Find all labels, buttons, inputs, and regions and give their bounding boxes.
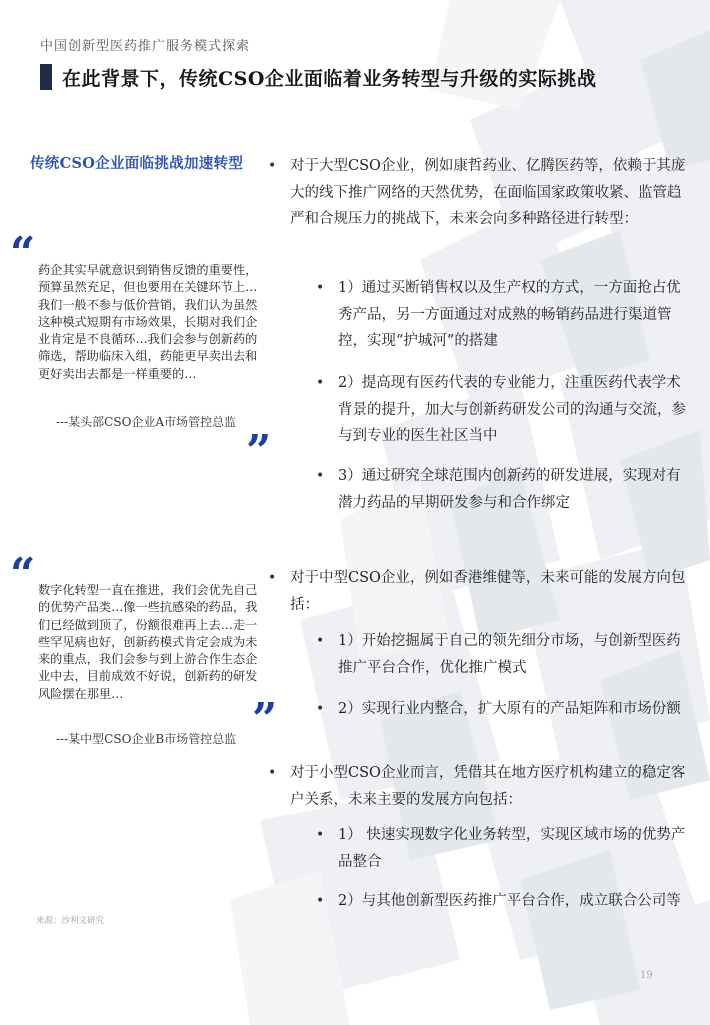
sub-bullet <box>316 275 690 355</box>
quote-text-1: 药企其实早就意识到销售反馈的重要性，预算虽然充足，但也要用在关键环节上…我们一般不参与低价营销，我们认为虽然这种模式短期有市场效果，长期对我们企业肯定是不良循环…我们会参与创新药的筛选，帮助临床入组，药能更早卖出去和更好卖出去都是一样重要的… <box>38 263 258 381</box>
sub-bullet <box>316 696 690 723</box>
sub-bullet <box>316 370 690 450</box>
title-accent-bar <box>40 64 52 90</box>
bullet-large-cso <box>268 153 690 233</box>
quote-open-icon: “ <box>10 549 36 600</box>
bullet-text: 对于大型CSO企业，例如康哲药业、亿腾医药等，依赖于其庞大的线下推广网络的天然优势，在面临国家政策收紧、监管趋严和合规压力的挑战下，未来会向多种路径进行转型： <box>290 158 686 227</box>
bullet-text: 1）开始挖掘属于自己的领先细分市场，与创新型医药推广平台合作，优化推广模式 <box>338 633 681 676</box>
bullet-dot: • <box>316 701 325 717</box>
bullet-dot: • <box>316 827 325 843</box>
bullet-dot: • <box>268 570 277 586</box>
bullet-text: 2）提高现有医药代表的专业能力，注重医药代表学术背景的提升，加大与创新药研发公司的沟通与交流，参与到专业的医生社区当中 <box>338 375 686 444</box>
quote-attribution-2: ---某中型CSO企业B市场管控总监 <box>56 732 237 746</box>
bullet-small-cso <box>268 760 690 813</box>
bullet-text: 3）通过研究全球范围内创新药的研发进展，实现对有潜力药品的早期研发参与和合作绑定 <box>338 468 681 511</box>
page-number: 19 <box>640 970 653 981</box>
quote-close-icon: ” <box>252 694 278 745</box>
bullet-text: 对于中型CSO企业，例如香港维健等，未来可能的发展方向包括： <box>290 570 686 613</box>
sub-bullet <box>316 888 690 915</box>
bullet-dot: • <box>316 280 325 296</box>
sub-bullet <box>316 463 690 516</box>
bullet-dot: • <box>316 893 325 909</box>
page-title: 在此背景下，传统CSO企业面临着业务转型与升级的实际挑战 <box>62 68 597 90</box>
bullet-dot: • <box>316 633 325 649</box>
report-kicker: 中国创新型医药推广服务模式探索 <box>40 39 251 54</box>
source-note: 来源：沙利文研究 <box>36 916 105 926</box>
bullet-mid-cso <box>268 565 690 618</box>
quote-close-icon: ” <box>246 426 272 477</box>
quote-open-icon: “ <box>10 228 36 279</box>
bullet-dot: • <box>316 375 325 391</box>
bullet-text: 2）与其他创新型医药推广平台合作，成立联合公司等 <box>338 893 681 909</box>
bullet-text: 2）实现行业内整合，扩大原有的产品矩阵和市场份额 <box>338 701 681 717</box>
bullet-dot: • <box>268 765 277 781</box>
bullet-text: 1） 快速实现数字化业务转型，实现区域市场的优势产品整合 <box>338 827 686 870</box>
quote-attribution-1: ---某头部CSO企业A市场管控总监 <box>56 415 237 429</box>
bullet-text: 对于小型CSO企业而言，凭借其在地方医疗机构建立的稳定客户关系，未来主要的发展方向包括： <box>290 765 686 808</box>
bullet-dot: • <box>268 158 277 174</box>
sub-bullet <box>316 822 690 875</box>
bullet-text: 1）通过买断销售权以及生产权的方式，一方面抢占优秀产品，另一方面通过对成熟的畅销药品进行渠道管控，实现“护城河”的搭建 <box>338 280 681 349</box>
sub-bullet <box>316 628 690 681</box>
sidebar-heading: 传统CSO企业面临挑战加速转型 <box>30 155 244 172</box>
bullet-dot: • <box>316 468 325 484</box>
quote-text-2: 数字化转型一直在推进，我们会优先自己的优势产品类…像一些抗感染的药品，我们已经做到顶了，份额很难再上去…走一些罕见病也好，创新药模式肯定会成为未来的重点，我们会参与到上游合作生态企业中去，目前成效不好说，创新药的研发风险摆在那里… <box>38 583 258 701</box>
